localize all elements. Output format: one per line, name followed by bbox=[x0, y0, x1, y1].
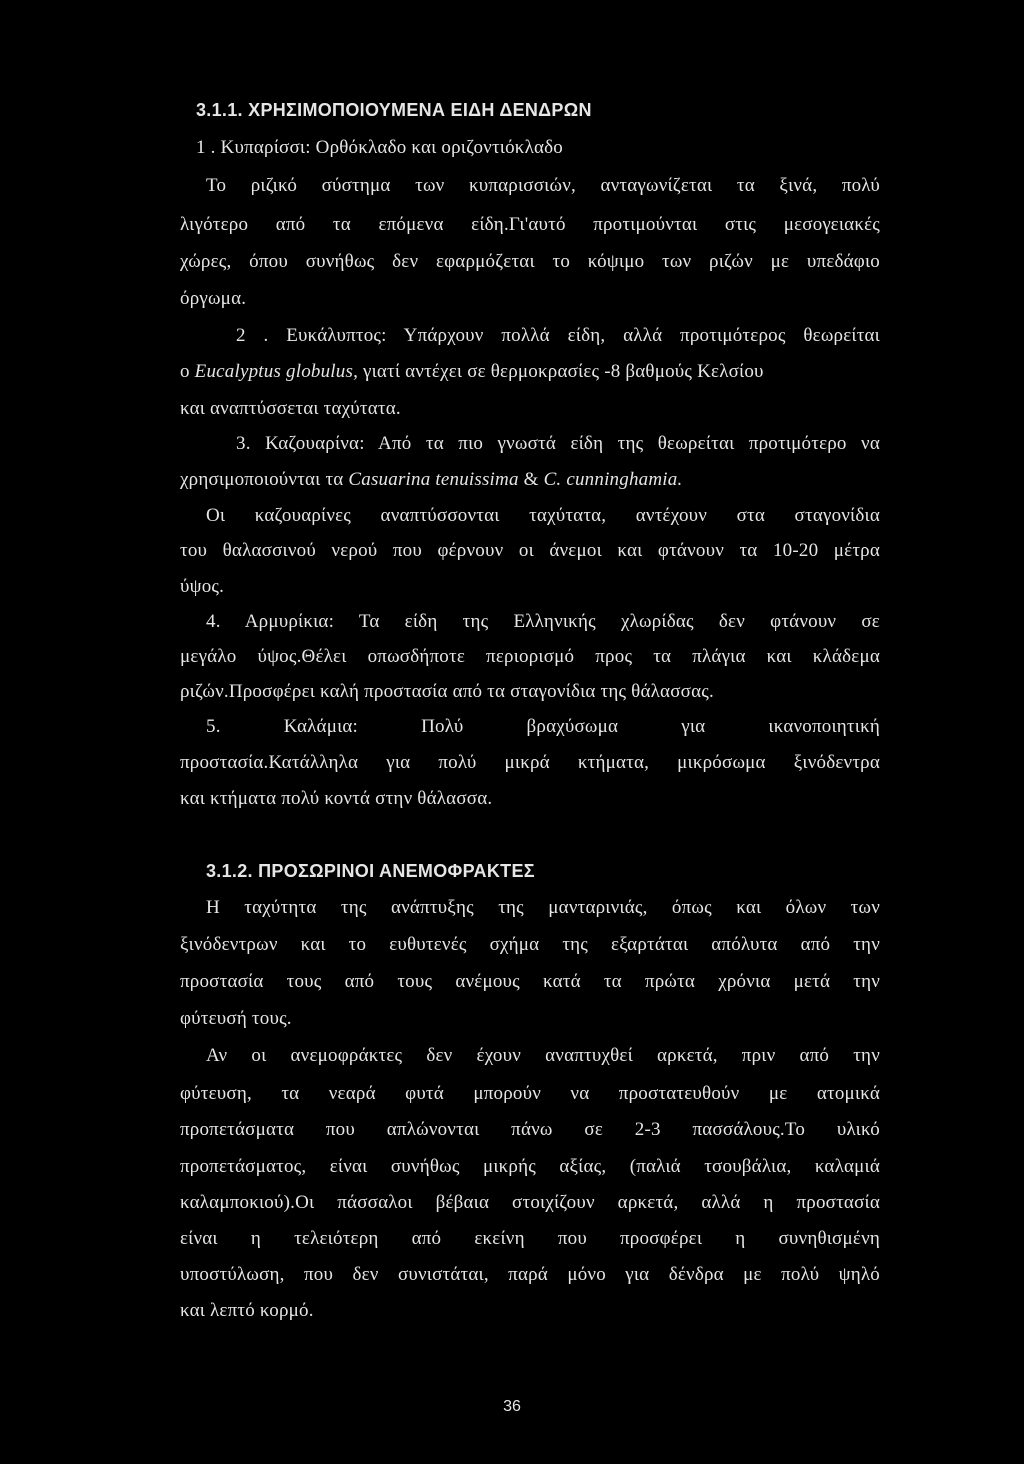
item-2-line-2 bbox=[180, 359, 880, 385]
item-4-line-3: ριζών.Προσφέρει καλή προστασία από τα σταγονίδια της θάλασσας. bbox=[180, 681, 714, 702]
item-1-text-line-4: όργωμα. bbox=[180, 288, 247, 309]
para-2-line-5: καλαμποκιού).Οι πάσσαλοι βέβαια στοιχίζουν αρκετά, αλλά η προστασία bbox=[180, 1192, 880, 1213]
para-2-line-2: φύτευση, τα νεαρά φυτά μπορούν να προστατευθούν με ατομικά bbox=[180, 1083, 880, 1104]
item-2-line-3: και αναπτύσσεται ταχύτατα. bbox=[180, 398, 401, 419]
item-5-line-3: και κτήματα πολύ κοντά στην θάλασσα. bbox=[180, 788, 493, 809]
para-1-line-1: Η ταχύτητα της ανάπτυξης της μανταρινιάς, όπως και όλων των bbox=[206, 897, 880, 918]
para-2-line-3: προπετάσματα που απλώνονται πάνω σε 2-3 πασσάλους.Το υλικό bbox=[180, 1119, 880, 1140]
item-4-line-1: 4. Αρμυρίκια: Τα είδη της Ελληνικής χλωρίδας δεν φτάνουν σε bbox=[206, 611, 880, 632]
para-1-line-3: προστασία τους από τους ανέμους κατά τα πρώτα χρόνια μετά την bbox=[180, 971, 880, 992]
species-cunninghamia: C. cunninghamia. bbox=[543, 469, 683, 490]
item-3-line-2-amp: & bbox=[518, 469, 544, 490]
para-1-line-4: φύτευσή τους. bbox=[180, 1008, 292, 1029]
item-3-para-line-3: ύψος. bbox=[180, 576, 225, 597]
species-casuarina: Casuarina tenuissima bbox=[348, 469, 519, 490]
item-3-para-line-2: του θαλασσινού νερού που φέρνουν οι άνεμοι και φτάνουν τα 10-20 μέτρα bbox=[180, 540, 880, 561]
section-heading-2: 3.1.2. ΠΡΟΣΩΡΙΝΟΙ ΑΝΕΜΟΦΡΑΚΤΕΣ bbox=[206, 861, 535, 881]
item-1-text-line-3: χώρες, όπου συνήθως δεν εφαρμόζεται το κόψιμο των ριζών με υπεδάφιο bbox=[180, 251, 880, 272]
para-2-line-8: και λεπτό κορμό. bbox=[180, 1300, 314, 1321]
page-number: 36 bbox=[503, 1398, 521, 1415]
para-2-line-1: Αν οι ανεμοφράκτες δεν έχουν αναπτυχθεί αρκετά, πριν από την bbox=[206, 1045, 880, 1066]
item-2-line-1: 2 . Ευκάλυπτος: Υπάρχουν πολλά είδη, αλλά προτιμότερος θεωρείται bbox=[236, 325, 880, 346]
species-eucalyptus: Eucalyptus globulus, bbox=[194, 361, 359, 382]
item-2-line-2-prefix: ο bbox=[180, 361, 195, 382]
item-1-text-line-2: λιγότερο από τα επόμενα είδη.Γι'αυτό προτιμούνται στις μεσογειακές bbox=[180, 214, 880, 235]
para-2-line-4: προπετάσματος, είναι συνήθως μικρής αξίας, (παλιά τσουβάλια, καλαμιά bbox=[180, 1156, 880, 1177]
para-2-line-6: είναι η τελειότερη από εκείνη που προσφέρει η συνηθισμένη bbox=[180, 1228, 880, 1249]
item-3-line-2-prefix: χρησιμοποιούνται τα bbox=[180, 469, 349, 490]
para-2-line-7: υποστύλωση, που δεν συνιστάται, παρά μόνο για δένδρα με πολύ ψηλό bbox=[180, 1264, 880, 1285]
item-3-para-line-1: Οι καζουαρίνες αναπτύσσονται ταχύτατα, αντέχουν στα σταγονίδια bbox=[206, 505, 880, 526]
item-5-line-1: 5. Καλάμια: Πολύ βραχύσωμα για ικανοποιητική bbox=[206, 716, 880, 737]
section-heading-1: 3.1.1. ΧΡΗΣΙΜΟΠΟΙΟΥΜΕΝΑ ΕΙΔΗ ΔΕΝΔΡΩΝ bbox=[196, 100, 592, 120]
item-2-line-2-rest: γιατί αντέχει σε θερμοκρασίες -8 βαθμούς Κελσίου bbox=[358, 361, 764, 382]
item-3-line-2 bbox=[180, 467, 880, 493]
item-4-line-2: μεγάλο ύψος.Θέλει οπωσδήποτε περιορισμό προς τα πλάγια και κλάδεμα bbox=[180, 646, 880, 667]
para-1-line-2: ξινόδεντρων και το ευθυτενές σχήμα της εξαρτάται απόλυτα από την bbox=[180, 934, 880, 955]
item-3-line-1: 3. Καζουαρίνα: Από τα πιο γνωστά είδη της θεωρείται προτιμότερο να bbox=[236, 433, 880, 454]
item-1-text-line-1: Το ριζικό σύστημα των κυπαρισσιών, ανταγωνίζεται τα ξινά, πολύ bbox=[206, 175, 880, 196]
item-1-title: 1 . Κυπαρίσσι: Ορθόκλαδο και οριζοντιόκλαδο bbox=[196, 137, 564, 158]
item-5-line-2: προστασία.Κατάλληλα για πολύ μικρά κτήματα, μικρόσωμα ξινόδεντρα bbox=[180, 752, 880, 773]
